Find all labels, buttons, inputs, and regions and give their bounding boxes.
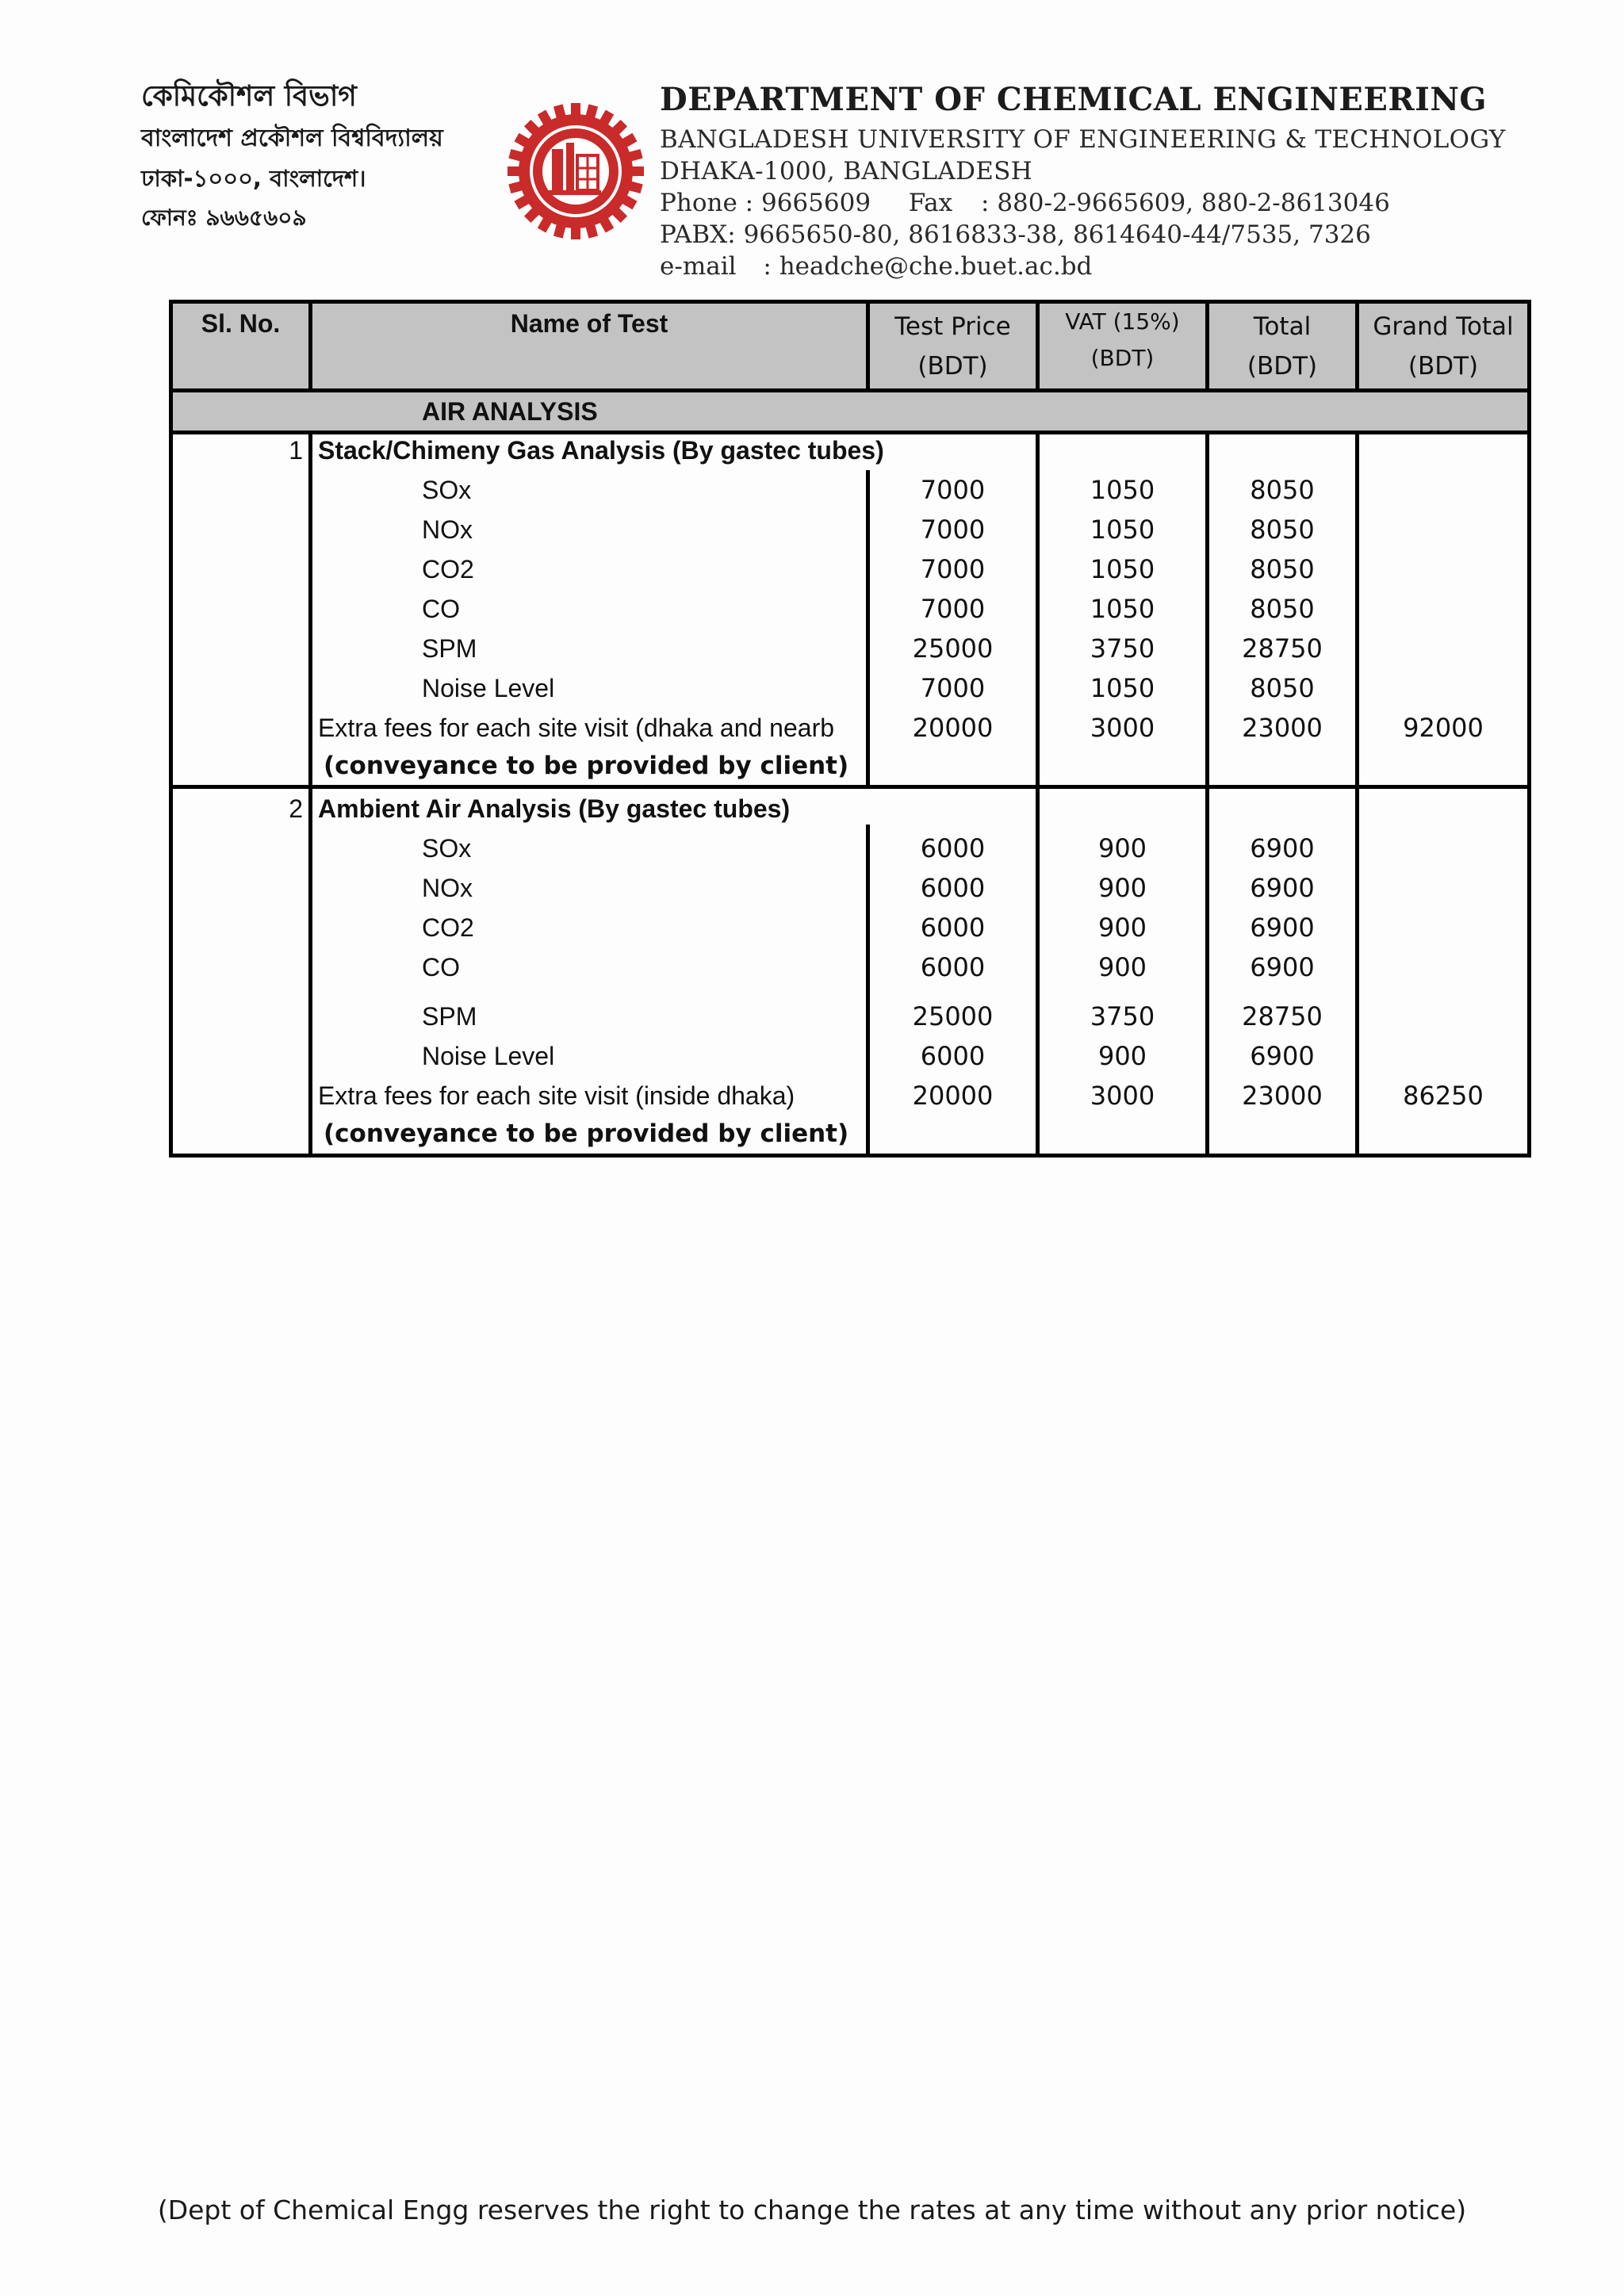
university-city: DHAKA-1000, BANGLADESH	[660, 157, 1033, 186]
pabx-line: PABX: 9665650-80, 8616833-38, 8614640-44/7535, 7326	[660, 220, 1371, 249]
phone-number: 9665609	[760, 189, 871, 217]
test-total: 8050	[1250, 594, 1315, 624]
test-total: 8050	[1250, 673, 1315, 703]
col-divider	[308, 430, 312, 1154]
letterhead-english	[660, 76, 1506, 282]
price-table	[169, 300, 1531, 1158]
test-price: 7000	[920, 673, 986, 703]
test-vat: 3750	[1090, 633, 1155, 664]
extra-fee-total: 23000	[1242, 713, 1323, 743]
test-total: 6900	[1250, 913, 1315, 943]
test-price: 6000	[920, 913, 986, 943]
fax-label: Fax	[908, 189, 953, 217]
test-name: NOx	[422, 515, 473, 544]
test-price: 25000	[912, 633, 994, 664]
header-total: Total	[1253, 312, 1312, 341]
conveyance-note: (conveyance to be provided by client)	[324, 1119, 849, 1148]
header-name-of-test: Name of Test	[510, 309, 668, 338]
test-price: 7000	[920, 554, 986, 584]
test-vat: 1050	[1090, 554, 1155, 584]
extra-fee-vat: 3000	[1090, 1081, 1155, 1111]
header-vat: VAT (15%)	[1065, 308, 1180, 335]
group-1-title: Stack/Chimeny Gas Analysis (By gastec tubes)	[318, 436, 884, 465]
extra-fee-total: 23000	[1242, 1081, 1323, 1111]
test-price: 6000	[920, 873, 986, 903]
group-1-sl-no: 1	[289, 436, 303, 465]
test-name: SOx	[422, 476, 472, 504]
email-line: e-mail : headche@che.buet.ac.bd	[660, 252, 1093, 281]
test-name: SPM	[422, 1002, 477, 1031]
test-total: 28750	[1242, 633, 1323, 664]
test-name: CO	[422, 953, 460, 982]
extra-fee-vat: 3000	[1090, 713, 1155, 743]
test-price: 7000	[920, 475, 986, 505]
test-name: Noise Level	[422, 674, 555, 702]
test-name: SOx	[422, 834, 472, 863]
section-title: AIR ANALYSIS	[422, 397, 598, 426]
phone-label: Phone	[660, 189, 737, 217]
group-2-sl-no: 2	[289, 794, 303, 823]
test-name: SPM	[422, 634, 477, 663]
test-total: 6900	[1250, 873, 1315, 903]
bangla-department-name: কেমিকৌশল বিভাগ	[141, 80, 357, 113]
test-total: 8050	[1250, 515, 1315, 545]
test-name: CO2	[422, 913, 474, 942]
extra-fee-price: 20000	[912, 713, 994, 743]
phone-fax-line: Phone : 9665609 Fax : 880-2-9665609, 880-2-8613046	[660, 189, 1390, 217]
test-price: 6000	[920, 952, 986, 982]
test-total: 8050	[1250, 554, 1315, 584]
test-name: NOx	[422, 874, 473, 902]
header-vat-unit: (BDT)	[1090, 345, 1155, 371]
test-vat: 1050	[1090, 475, 1155, 505]
bangla-city: ঢাকা-১০০০, বাংলাদেশ।	[141, 165, 366, 192]
bangla-university-name: বাংলাদেশ প্রকৌশল বিশ্ববিদ্যালয়	[141, 124, 443, 152]
department-name: DEPARTMENT OF CHEMICAL ENGINEERING	[660, 81, 1488, 118]
test-total: 6900	[1250, 1041, 1315, 1071]
test-vat: 1050	[1090, 594, 1155, 624]
header-sl-no: Sl. No.	[201, 309, 281, 338]
test-total: 28750	[1242, 1001, 1323, 1031]
conveyance-note: (conveyance to be provided by client)	[324, 752, 849, 780]
university-name: BANGLADESH UNIVERSITY OF ENGINEERING & TECHNOLOGY	[660, 125, 1506, 154]
test-name: CO2	[422, 555, 474, 584]
group-2-grand-total: 86250	[1403, 1081, 1484, 1111]
col-divider	[1355, 430, 1359, 1154]
test-price: 25000	[912, 1001, 994, 1031]
test-name: Noise Level	[422, 1042, 555, 1070]
buet-logo	[508, 103, 644, 239]
test-vat: 1050	[1090, 673, 1155, 703]
test-vat: 900	[1097, 952, 1147, 982]
test-name: CO	[422, 595, 460, 623]
header-grand-total: Grand Total	[1373, 312, 1514, 341]
email-label: e-mail	[660, 252, 737, 281]
test-vat: 900	[1097, 873, 1147, 903]
footer-disclaimer: (Dept of Chemical Engg reserves the right to change the rates at any time without any prior notice)	[157, 2195, 1467, 2225]
test-vat: 900	[1097, 913, 1147, 943]
header-test-price-unit: (BDT)	[917, 352, 988, 381]
test-vat: 1050	[1090, 515, 1155, 545]
header-grand-total-unit: (BDT)	[1408, 352, 1479, 381]
test-total: 8050	[1250, 475, 1315, 505]
pabx-numbers: 9665650-80, 8616833-38, 8614640-44/7535, 7326	[743, 220, 1371, 249]
test-vat: 3750	[1090, 1001, 1155, 1031]
extra-fee-name: Extra fees for each site visit (dhaka and nearb	[318, 714, 835, 742]
header-test-price: Test Price	[894, 312, 1011, 341]
pabx-label: PABX	[660, 220, 728, 249]
letterhead-bangla	[141, 75, 498, 238]
header-divider	[173, 388, 1527, 392]
email-address: headche@che.buet.ac.bd	[779, 252, 1093, 281]
header-total-unit: (BDT)	[1247, 352, 1318, 381]
group-2-title: Ambient Air Analysis (By gastec tubes)	[318, 794, 791, 823]
section-row-background	[173, 392, 1527, 430]
test-price: 6000	[920, 833, 986, 863]
test-price: 7000	[920, 594, 986, 624]
extra-fee-name: Extra fees for each site visit (inside dhaka)	[318, 1081, 795, 1110]
extra-fee-price: 20000	[912, 1081, 994, 1111]
test-price: 7000	[920, 515, 986, 545]
test-vat: 900	[1097, 833, 1147, 863]
fax-numbers: 880-2-9665609, 880-2-8613046	[997, 189, 1390, 217]
test-vat: 900	[1097, 1041, 1147, 1071]
test-total: 6900	[1250, 952, 1315, 982]
group-1-grand-total: 92000	[1403, 713, 1484, 743]
test-total: 6900	[1250, 833, 1315, 863]
test-price: 6000	[920, 1041, 986, 1071]
bangla-phone: ফোনঃ ৯৬৬৫৬০৯	[141, 205, 307, 231]
